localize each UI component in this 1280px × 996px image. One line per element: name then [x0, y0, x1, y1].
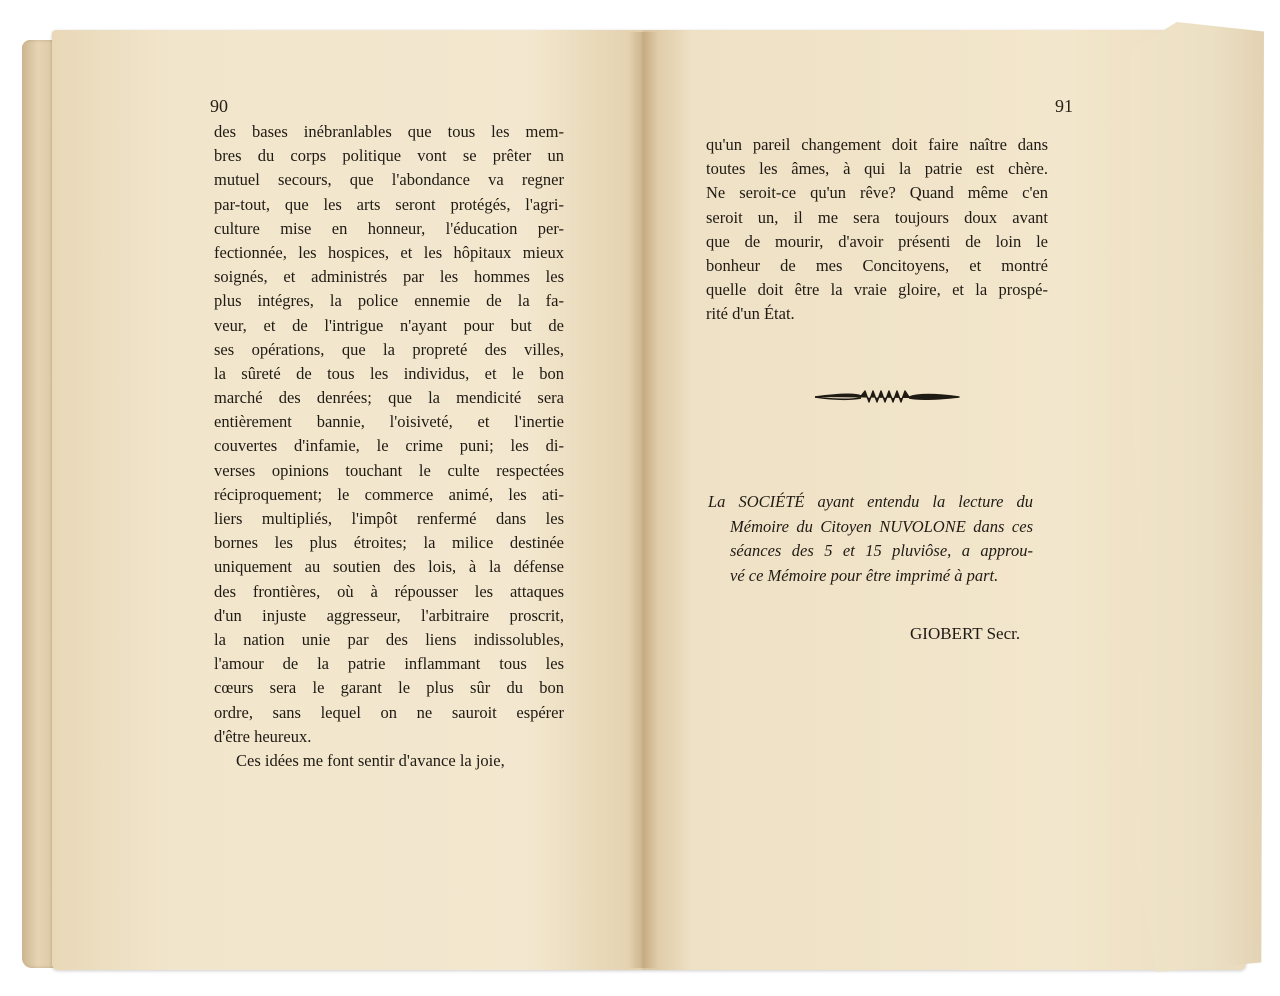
text-line: quelle doit être la vraie gloire, et la prospé- — [706, 280, 1048, 300]
text-line: uniquement au soutien des lois, à la défense — [214, 557, 564, 577]
text-line: bornes les plus étroites; la milice destinée — [214, 533, 564, 553]
text-line: soignés, et administrés par les hommes les — [214, 267, 564, 287]
right-page-torn-edge — [1130, 22, 1264, 972]
text-line: culture mise en honneur, l'éducation per- — [214, 218, 564, 238]
text-line: qu'un pareil changement doit faire naître dans — [706, 135, 1048, 154]
text-line: d'un injuste aggresseur, l'arbitraire proscrit, — [214, 605, 564, 625]
text-line: ordre, sans lequel on ne sauroit espérer — [214, 702, 564, 722]
text-line: cœurs sera le garant le plus sûr du bon — [214, 678, 564, 698]
right-page-text — [706, 133, 1048, 327]
text-line: seroit un, il me sera toujours doux avant — [706, 207, 1048, 227]
text-line: l'amour de la patrie inflammant tous les — [214, 654, 564, 674]
text-line: vé ce Mémoire pour être imprimé à part. — [730, 565, 999, 585]
text-line: Ces idées me font sentir d'avance la joie, — [236, 750, 505, 770]
text-line: verses opinions touchant le culte respectées — [214, 460, 564, 480]
text-line: des frontières, où à répousser les attaques — [214, 581, 564, 601]
left-page-text — [214, 120, 564, 773]
text-line: d'être heureux. — [214, 726, 312, 746]
text-line: toutes les âmes, à qui la patrie est chère. — [706, 159, 1048, 179]
text-line: mutuel secours, que l'abondance va regner — [214, 170, 564, 190]
society-approval-notice — [708, 490, 1033, 588]
text-line: bres du corps politique vont se prêter un — [214, 146, 564, 166]
text-line: rité d'un État. — [706, 304, 795, 324]
text-line: Mémoire du Citoyen NUVOLONE dans ces — [730, 516, 1033, 536]
text-line: marché des denrées; que la mendicité sera — [214, 388, 564, 408]
text-line: fectionnée, les hospices, et les hôpitaux mieux — [214, 242, 564, 262]
text-line: couvertes d'infamie, le crime puni; les di- — [214, 436, 564, 456]
text-line: séances des 5 et 15 pluviôse, a approu- — [730, 541, 1033, 560]
text-line: Ne seroit-ce qu'un rêve? Quand même c'en — [706, 183, 1048, 203]
text-line: ses opérations, que la propreté des villes, — [214, 339, 564, 359]
signature: GIOBERT Secr. — [910, 624, 1021, 643]
right-page-number: 91 — [1055, 96, 1073, 116]
ornament-divider — [813, 386, 961, 408]
text-line: liers multipliés, l'impôt renfermé dans les — [214, 509, 564, 528]
text-line: la sûreté de tous les individus, et le bon — [214, 363, 564, 383]
text-line: plus intégres, la police ennemie de la fa- — [214, 291, 564, 311]
text-line: entièrement bannie, l'oisiveté, et l'inertie — [214, 412, 564, 432]
text-line: que de mourir, d'avoir présenti de loin le — [706, 231, 1048, 251]
text-line: bonheur de mes Concitoyens, et montré — [706, 255, 1048, 275]
text-line: la nation unie par des liens indissolubles, — [214, 629, 564, 649]
text-line: veur, et de l'intrigue n'ayant pour but de — [214, 315, 564, 335]
text-line: par-tout, que les arts seront protégés, l'agri- — [214, 194, 564, 214]
open-book — [22, 22, 1272, 982]
left-page-number: 90 — [210, 96, 228, 116]
book-gutter — [628, 32, 658, 968]
text-line: des bases inébranlables que tous les mem- — [214, 122, 564, 141]
text-line: réciproquement; le commerce animé, les ati- — [214, 484, 564, 504]
text-line: La SOCIÉTÉ ayant entendu la lecture du — [708, 492, 1033, 511]
